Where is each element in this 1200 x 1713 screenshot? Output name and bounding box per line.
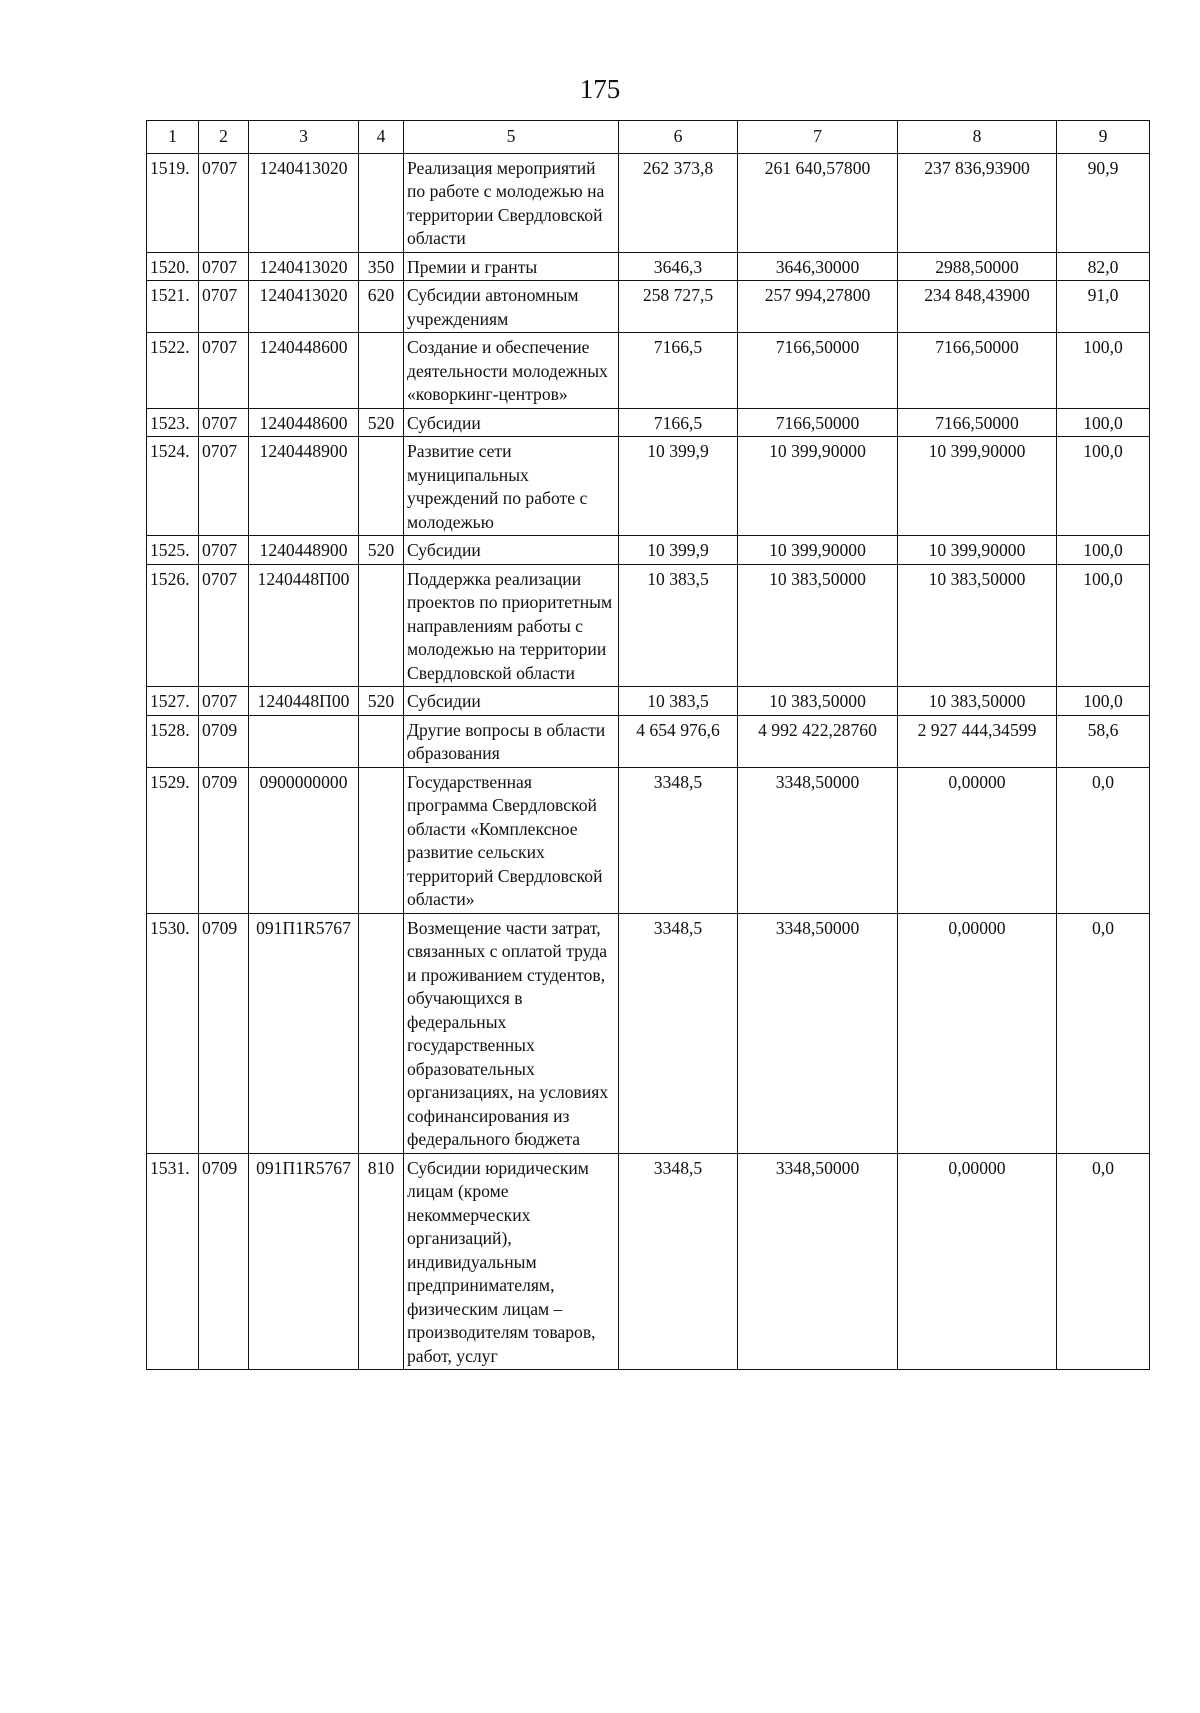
section-code: 0709	[199, 715, 249, 767]
column-header: 3	[249, 121, 359, 154]
row-number: 1522.	[147, 333, 199, 409]
target-article-code: 1240413020	[249, 252, 359, 281]
target-article-code: 1240448П00	[249, 564, 359, 687]
amount-col-6: 258 727,5	[619, 281, 738, 333]
amount-col-6: 10 399,9	[619, 437, 738, 536]
expense-type-code	[359, 333, 404, 409]
target-article-code: 1240413020	[249, 153, 359, 252]
table-row	[147, 281, 1150, 333]
percent-col-9: 100,0	[1057, 564, 1150, 687]
expense-type-code	[359, 913, 404, 1153]
amount-col-7: 3348,50000	[738, 1153, 898, 1370]
percent-col-9: 91,0	[1057, 281, 1150, 333]
amount-col-7: 3348,50000	[738, 913, 898, 1153]
section-code: 0709	[199, 1153, 249, 1370]
expense-type-code	[359, 564, 404, 687]
expense-type-code: 620	[359, 281, 404, 333]
percent-col-9: 0,0	[1057, 767, 1150, 913]
amount-col-8: 2988,50000	[898, 252, 1057, 281]
percent-col-9: 90,9	[1057, 153, 1150, 252]
amount-col-6: 10 399,9	[619, 536, 738, 565]
row-description: Государственная программа Свердловской области «Комплексное развитие сельских территорий Свердловской области»	[404, 767, 619, 913]
target-article-code: 091П1R5767	[249, 1153, 359, 1370]
expense-type-code: 520	[359, 687, 404, 716]
table-row	[147, 437, 1150, 536]
row-description: Субсидии	[404, 536, 619, 565]
amount-col-8: 10 399,90000	[898, 437, 1057, 536]
amount-col-7: 7166,50000	[738, 333, 898, 409]
section-code: 0709	[199, 913, 249, 1153]
expense-type-code: 350	[359, 252, 404, 281]
target-article-code: 091П1R5767	[249, 913, 359, 1153]
table-row	[147, 408, 1150, 437]
section-code: 0707	[199, 408, 249, 437]
amount-col-8: 10 399,90000	[898, 536, 1057, 565]
row-number: 1528.	[147, 715, 199, 767]
percent-col-9: 0,0	[1057, 1153, 1150, 1370]
amount-col-6: 10 383,5	[619, 687, 738, 716]
amount-col-8: 10 383,50000	[898, 687, 1057, 716]
row-description: Субсидии автономным учреждениям	[404, 281, 619, 333]
budget-table	[146, 120, 1150, 1370]
table-row	[147, 153, 1150, 252]
expense-type-code	[359, 153, 404, 252]
percent-col-9: 0,0	[1057, 913, 1150, 1153]
section-code: 0707	[199, 281, 249, 333]
amount-col-7: 10 399,90000	[738, 536, 898, 565]
expense-type-code: 520	[359, 408, 404, 437]
amount-col-8: 0,00000	[898, 767, 1057, 913]
column-header: 6	[619, 121, 738, 154]
row-number: 1520.	[147, 252, 199, 281]
row-number: 1525.	[147, 536, 199, 565]
amount-col-7: 10 383,50000	[738, 564, 898, 687]
row-description: Поддержка реализации проектов по приоритетным направлениям работы с молодежью на территории Свердловской области	[404, 564, 619, 687]
amount-col-7: 3646,30000	[738, 252, 898, 281]
table-body	[147, 153, 1150, 1370]
amount-col-8: 7166,50000	[898, 408, 1057, 437]
row-description: Возмещение части затрат, связанных с оплатой труда и проживанием студентов, обучающихся в федеральных государственных образовательных организациях, на условиях софинансирования из федерального бюджета	[404, 913, 619, 1153]
amount-col-6: 7166,5	[619, 333, 738, 409]
table-row	[147, 333, 1150, 409]
target-article-code	[249, 715, 359, 767]
row-number: 1523.	[147, 408, 199, 437]
row-description: Развитие сети муниципальных учреждений по работе с молодежью	[404, 437, 619, 536]
amount-col-6: 3348,5	[619, 913, 738, 1153]
amount-col-7: 3348,50000	[738, 767, 898, 913]
row-number: 1521.	[147, 281, 199, 333]
row-number: 1531.	[147, 1153, 199, 1370]
table-row	[147, 252, 1150, 281]
row-number: 1530.	[147, 913, 199, 1153]
percent-col-9: 100,0	[1057, 437, 1150, 536]
row-description: Премии и гранты	[404, 252, 619, 281]
row-description: Реализация мероприятий по работе с молодежью на территории Свердловской области	[404, 153, 619, 252]
section-code: 0707	[199, 536, 249, 565]
percent-col-9: 100,0	[1057, 536, 1150, 565]
row-number: 1527.	[147, 687, 199, 716]
amount-col-7: 4 992 422,28760	[738, 715, 898, 767]
target-article-code: 0900000000	[249, 767, 359, 913]
expense-type-code	[359, 437, 404, 536]
amount-col-6: 10 383,5	[619, 564, 738, 687]
column-header: 5	[404, 121, 619, 154]
section-code: 0707	[199, 437, 249, 536]
table-row	[147, 687, 1150, 716]
amount-col-8: 0,00000	[898, 1153, 1057, 1370]
amount-col-8: 0,00000	[898, 913, 1057, 1153]
section-code: 0707	[199, 333, 249, 409]
column-header: 4	[359, 121, 404, 154]
row-description: Субсидии юридическим лицам (кроме некоммерческих организаций), индивидуальным предпринимателям, физическим лицам – производителям товаров, работ, услуг	[404, 1153, 619, 1370]
page-number: 175	[579, 74, 621, 104]
table-row	[147, 715, 1150, 767]
target-article-code: 1240448900	[249, 536, 359, 565]
percent-col-9: 82,0	[1057, 252, 1150, 281]
section-code: 0707	[199, 687, 249, 716]
column-header: 2	[199, 121, 249, 154]
percent-col-9: 100,0	[1057, 687, 1150, 716]
section-code: 0707	[199, 252, 249, 281]
row-number: 1529.	[147, 767, 199, 913]
amount-col-6: 7166,5	[619, 408, 738, 437]
column-header: 1	[147, 121, 199, 154]
amount-col-8: 7166,50000	[898, 333, 1057, 409]
target-article-code: 1240448600	[249, 333, 359, 409]
expense-type-code: 520	[359, 536, 404, 565]
amount-col-6: 262 373,8	[619, 153, 738, 252]
target-article-code: 1240413020	[249, 281, 359, 333]
amount-col-7: 10 383,50000	[738, 687, 898, 716]
amount-col-6: 4 654 976,6	[619, 715, 738, 767]
expense-type-code: 810	[359, 1153, 404, 1370]
row-description: Субсидии	[404, 687, 619, 716]
table-row	[147, 913, 1150, 1153]
percent-col-9: 100,0	[1057, 333, 1150, 409]
table-row	[147, 767, 1150, 913]
table-row	[147, 1153, 1150, 1370]
amount-col-7: 10 399,90000	[738, 437, 898, 536]
row-description: Другие вопросы в области образования	[404, 715, 619, 767]
section-code: 0709	[199, 767, 249, 913]
percent-col-9: 100,0	[1057, 408, 1150, 437]
table-header	[147, 121, 1150, 154]
row-description: Создание и обеспечение деятельности молодежных «коворкинг-центров»	[404, 333, 619, 409]
table-row	[147, 564, 1150, 687]
target-article-code: 1240448900	[249, 437, 359, 536]
target-article-code: 1240448П00	[249, 687, 359, 716]
percent-col-9: 58,6	[1057, 715, 1150, 767]
amount-col-8: 10 383,50000	[898, 564, 1057, 687]
header-row	[147, 121, 1150, 154]
amount-col-7: 261 640,57800	[738, 153, 898, 252]
amount-col-6: 3348,5	[619, 767, 738, 913]
column-header: 9	[1057, 121, 1150, 154]
row-description: Субсидии	[404, 408, 619, 437]
amount-col-6: 3646,3	[619, 252, 738, 281]
table-row	[147, 536, 1150, 565]
amount-col-8: 237 836,93900	[898, 153, 1057, 252]
expense-type-code	[359, 715, 404, 767]
amount-col-8: 234 848,43900	[898, 281, 1057, 333]
section-code: 0707	[199, 564, 249, 687]
row-number: 1519.	[147, 153, 199, 252]
section-code: 0707	[199, 153, 249, 252]
row-number: 1524.	[147, 437, 199, 536]
expense-type-code	[359, 767, 404, 913]
amount-col-7: 7166,50000	[738, 408, 898, 437]
column-header: 8	[898, 121, 1057, 154]
column-header: 7	[738, 121, 898, 154]
amount-col-6: 3348,5	[619, 1153, 738, 1370]
amount-col-8: 2 927 444,34599	[898, 715, 1057, 767]
amount-col-7: 257 994,27800	[738, 281, 898, 333]
row-number: 1526.	[147, 564, 199, 687]
target-article-code: 1240448600	[249, 408, 359, 437]
